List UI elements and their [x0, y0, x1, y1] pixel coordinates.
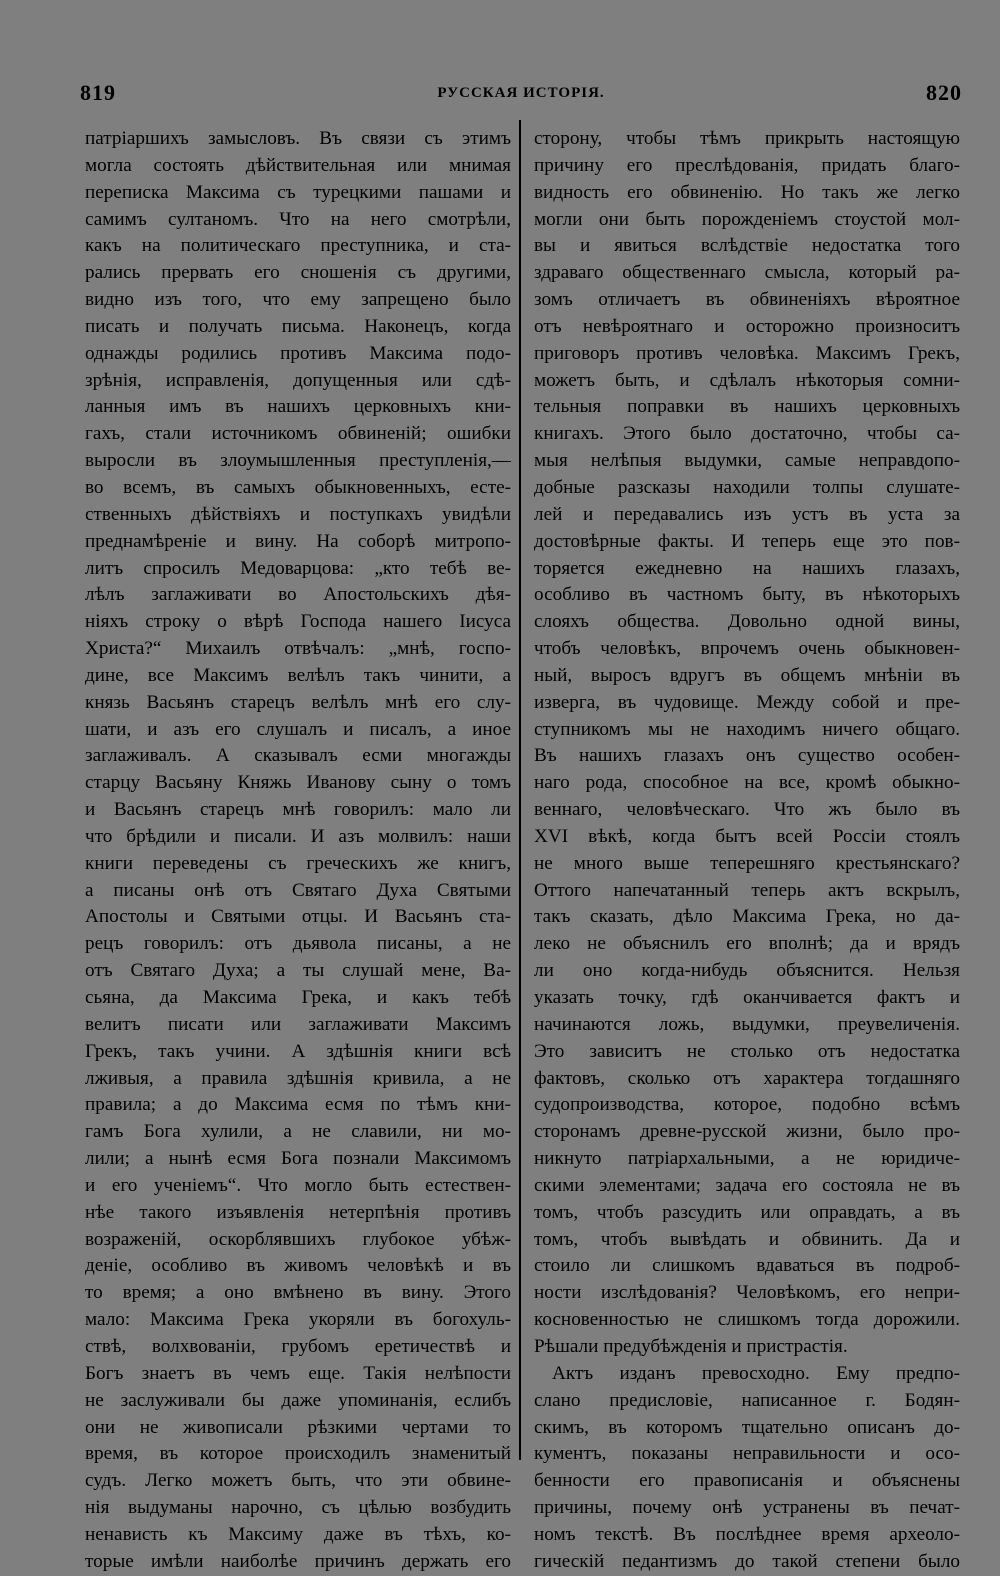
text-line: нѣе такого изъявленія нетерпѣнія противъ: [85, 1201, 511, 1223]
text-line: гическій педантизмъ до такой степени было: [534, 1550, 960, 1572]
text-line: книгахъ. Этого было достаточно, чтобы са-: [534, 423, 960, 445]
text-line: Актъ изданъ превосходно. Ему предпо-: [552, 1362, 960, 1384]
text-line: причины, почему онѣ устранены въ печат-: [534, 1497, 960, 1519]
text-line: тельныя поправки въ нашихъ церковныхъ: [534, 396, 960, 418]
text-line: мыя нелѣпыя выдумки, самые неправдопо-: [534, 450, 960, 472]
text-line: Оттого напечатанный теперь актъ вскрылъ,: [534, 879, 960, 901]
text-line: особливо въ частномъ быту, въ нѣкоторыхъ: [534, 584, 960, 606]
text-line: леко не объяснилъ его вполнѣ; да и врядъ: [534, 933, 960, 955]
text-line: здраваго общественнаго смысла, который ра-: [534, 262, 960, 284]
text-line: книги переведены съ греческихъ же книгъ,: [85, 852, 511, 874]
text-line: приговоръ противъ человѣка. Максимъ Грекъ,: [534, 342, 960, 364]
text-line: фактовъ, сколько отъ характера тогдашняго: [534, 1067, 960, 1089]
text-line: видность его обвиненію. Но такъ же легко: [534, 181, 960, 203]
text-line: возраженій, оскорблявшихъ глубокое убѣж-: [85, 1228, 511, 1250]
text-line: велитъ писати или заглаживати Максимъ: [85, 1013, 511, 1035]
text-line: выросли въ злоумышленныя преступленія,—: [85, 450, 511, 472]
text-line: и его ученіемъ“. Что могло быть естествен-: [85, 1174, 511, 1196]
text-line: Христа?“ Михаилъ отвѣчалъ: „мнѣ, госпо-: [85, 638, 511, 660]
text-line: какъ на политическаго преступника, и ста-: [85, 235, 511, 257]
page-number-right: 820: [926, 80, 962, 105]
text-line: а писаны онѣ отъ Святаго Духа Святыми: [85, 879, 511, 901]
text-line: вы и явиться вслѣдствіе недостатка того: [534, 235, 960, 257]
text-line: можетъ быть, и сдѣлалъ нѣкоторыя сомни-: [534, 369, 960, 391]
text-line: рались прервать его сношенія съ другими,: [85, 262, 511, 284]
text-line: ственныхъ дѣйствіяхъ и поступкахъ увидѣли: [85, 503, 511, 525]
text-line: указать точку, гдѣ оканчивается фактъ и: [534, 987, 960, 1008]
text-line: начинаются ложь, выдумки, преувеличенія.: [534, 1013, 960, 1035]
page-number-left: 819: [80, 80, 116, 105]
text-line: однажды родились противъ Максима подо-: [85, 342, 511, 364]
text-line: ланныя имъ въ нашихъ церковныхъ кни-: [85, 396, 511, 418]
text-line: заглаживалъ. А сказывалъ есми многажды: [85, 745, 511, 767]
text-line: достовѣрные факты. И теперь еще это пов-: [534, 530, 960, 552]
text-line: деніе, особливо въ живомъ человѣкѣ и въ: [85, 1255, 511, 1277]
text-line: ніяхъ строку о вѣрѣ Господа нашего Іисуса: [85, 611, 511, 633]
running-title: РУССКАЯ ИСТОРІЯ.: [437, 85, 605, 101]
text-line: веннаго, человѣческаго. Что жъ было въ: [534, 799, 960, 821]
text-line: дине, все Максимъ велѣлъ такъ чинити, а: [85, 664, 511, 686]
text-line: наго рода, способное на все, кромѣ обыкно-: [534, 772, 960, 794]
text-line: добные разсказы находили толпы слушате-: [534, 476, 960, 498]
text-line: старцу Васьяну Княжь Иванову сыну о томъ: [85, 772, 511, 794]
text-line: во всемъ, въ самыхъ обыкновенныхъ, есте-: [85, 476, 511, 498]
text-line: слано предисловіе, написанное г. Бодян-: [534, 1389, 960, 1411]
text-line: что брѣдили и писали. И азъ молвилъ: наши: [85, 825, 511, 847]
text-line: лили; а нынѣ есмя Бога познали Максимомъ: [85, 1148, 511, 1170]
text-column-left: [85, 126, 511, 1576]
text-line: скими элементами; задача его состояла не въ: [534, 1174, 960, 1196]
text-line: судопроизводства, которое, подобно всѣмъ: [534, 1094, 960, 1116]
text-line: причину его преслѣдованія, придать благо-: [534, 154, 960, 176]
text-line: лѣлъ заглаживати во Апостольскихъ дѣя-: [85, 584, 511, 606]
text-line: князь Васьянъ старецъ велѣлъ мнѣ его слу-: [85, 691, 511, 713]
text-line: ствѣ, волхвованіи, грубомъ еретичествѣ и: [85, 1335, 511, 1357]
text-line: скимъ, въ которомъ тщательно описанъ до-: [534, 1416, 960, 1438]
text-line: сторону, чтобы тѣмъ прикрыть настоящую: [534, 128, 960, 149]
text-line: ности изслѣдованія? Человѣкомъ, его непри-: [534, 1282, 960, 1304]
text-line: могли они быть порожденіемъ стоустой мол-: [534, 208, 960, 230]
text-line: сьяна, да Максима Грека, и какъ тебѣ: [85, 987, 511, 1008]
text-line: переписка Максима съ турецкими пашами и: [85, 181, 511, 203]
text-line: то время; а оно вмѣнено въ вину. Этого: [85, 1282, 511, 1304]
text-line: видно изъ того, что ему запрещено было: [85, 289, 511, 311]
text-line: кументъ, показаны неправильности и осо-: [534, 1443, 960, 1465]
text-line: Въ нашихъ глазахъ онъ существо особен-: [534, 745, 960, 767]
text-line: никнуто патріархальными, а не юридиче-: [534, 1148, 960, 1170]
text-line: отъ Святаго Духа; а ты слушай мене, Ва-: [85, 960, 511, 982]
text-line: судъ. Легко можетъ быть, что эти обвине-: [85, 1470, 511, 1492]
text-line: торяется ежедневно на нашихъ глазахъ,: [534, 557, 960, 579]
text-line: изверга, въ чудовище. Между собой и пре-: [534, 691, 960, 713]
text-line: и Васьянъ старецъ мнѣ говорилъ: мало ли: [85, 799, 511, 821]
column-divider: [519, 120, 521, 1460]
text-line: писать и получать письма. Наконецъ, когда: [85, 315, 511, 337]
text-line: отъ невѣроятнаго и осторожно произноситъ: [534, 315, 960, 337]
running-header: [80, 80, 962, 110]
text-line: стоило ли слишкомъ вдаваться въ подроб-: [534, 1255, 960, 1277]
text-line: шати, и азъ его слушалъ и писалъ, а иное: [85, 718, 511, 740]
text-line: правила; а до Максима есмя по тѣмъ кни-: [85, 1094, 511, 1116]
text-line: такъ сказать, дѣло Максима Грека, но да-: [534, 906, 960, 928]
text-line: лживыя, а правила здѣшнія кривила, а не: [85, 1067, 511, 1089]
text-line: сторонамъ древне-русской жизни, было про-: [534, 1121, 960, 1143]
text-line: гамъ Бога хулили, а не славили, ни мо-: [85, 1121, 511, 1143]
text-line: рецъ говорилъ: отъ дьявола писаны, а не: [85, 933, 511, 955]
text-line: время, въ которое происходилъ знаменитый: [85, 1443, 511, 1465]
text-line: Богъ знаетъ въ чемъ еще. Такія нелѣпости: [85, 1362, 511, 1384]
text-line: могла состоять дѣйствительная или мнимая: [85, 154, 511, 176]
text-line: зрѣнія, исправленія, допущенныя или сдѣ-: [85, 369, 511, 391]
text-line: торые имѣли наиболѣе причинъ держать его: [85, 1550, 511, 1572]
text-line: зомъ отличаетъ въ обвиненіяхъ вѣроятное: [534, 289, 960, 311]
text-line: Рѣшали предубѣжденія и пристрастія.: [534, 1335, 848, 1357]
text-line: Это зависитъ не столько отъ недостатка: [534, 1040, 960, 1062]
text-line: томъ, чтобъ вывѣдать и обвинить. Да и: [534, 1228, 960, 1250]
text-line: литъ спросилъ Медоварцова: „кто тебѣ ве-: [85, 557, 511, 579]
text-line: бенности его правописанія и объяснены: [534, 1470, 960, 1492]
text-line: ненависть къ Максиму даже въ тѣхъ, ко-: [85, 1523, 511, 1545]
text-line: ли оно когда-нибудь объяснится. Нельзя: [534, 960, 960, 982]
text-column-right: [534, 126, 960, 1576]
text-line: не много выше теперешняго крестьянскаго?: [534, 852, 960, 874]
text-line: нія выдуманы нарочно, съ цѣлью возбудить: [85, 1497, 511, 1519]
text-line: ный, выросъ вдругъ въ общемъ мнѣніи въ: [534, 664, 960, 686]
text-line: преднамѣреніе и вину. На соборѣ митропо-: [85, 530, 511, 552]
text-line: самимъ султаномъ. Что на него смотрѣли,: [85, 208, 511, 230]
text-line: ступникомъ мы не находимъ ничего общаго.: [534, 718, 960, 740]
text-line: томъ, чтобъ разсудить или оправдать, а въ: [534, 1201, 960, 1223]
text-line: мало: Максима Грека укоряли въ богохуль-: [85, 1309, 511, 1331]
text-line: гахъ, стали источникомъ обвиненій; ошибки: [85, 423, 511, 445]
text-line: патріаршихъ замысловъ. Въ связи съ этимъ: [85, 128, 511, 149]
text-line: Грекъ, такъ учини. А здѣшнія книги всѣ: [85, 1040, 511, 1062]
text-line: XVI вѣкѣ, когда бытъ всей Россіи стоялъ: [534, 825, 960, 847]
text-line: косновенностью не слишкомъ тогда дорожили.: [534, 1309, 960, 1331]
text-line: Апостолы и Святыми отцы. И Васьянъ ста-: [85, 906, 511, 928]
text-line: чтобъ человѣкъ, впрочемъ очень обыкновен-: [534, 638, 960, 660]
text-line: слояхъ общества. Довольно одной вины,: [534, 611, 960, 633]
text-line: лей и передавались изъ устъ въ уста за: [534, 503, 960, 525]
text-line: номъ текстѣ. Въ послѣднее время археоло-: [534, 1523, 960, 1545]
text-line: не заслуживали бы даже упоминанія, еслибъ: [85, 1389, 511, 1411]
text-line: они не живописали рѣзкими чертами то: [85, 1416, 511, 1438]
